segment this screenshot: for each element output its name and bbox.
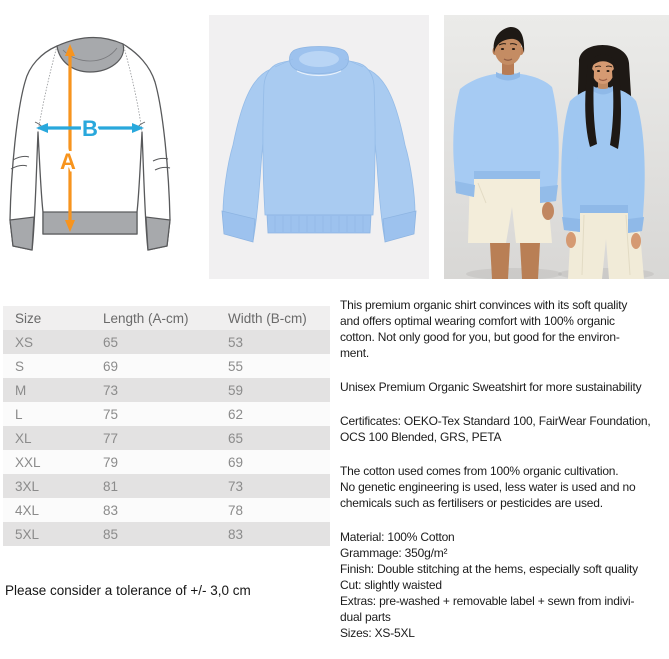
body xyxy=(263,59,375,215)
table-row xyxy=(3,426,330,450)
models-image xyxy=(444,15,669,279)
length-cell: 83 xyxy=(103,502,119,518)
size-cell: 4XL xyxy=(15,502,40,518)
table-row xyxy=(3,474,330,498)
length-cell: 79 xyxy=(103,454,119,470)
width-cell: 69 xyxy=(228,454,244,470)
table-row xyxy=(3,402,330,426)
size-cell: M xyxy=(15,382,27,398)
description-paragraph xyxy=(340,413,669,445)
size-cell: L xyxy=(15,406,23,422)
width-cell: 83 xyxy=(228,526,244,542)
collar-opening xyxy=(299,51,339,67)
width-cell: 62 xyxy=(228,406,244,422)
flatlay-sweatshirt-image xyxy=(209,15,429,279)
product-photo-models xyxy=(444,15,669,279)
size-cell: 5XL xyxy=(15,526,40,542)
width-cell: 53 xyxy=(228,334,244,350)
description-text xyxy=(340,297,669,659)
description-line: This premium organic shirt convinces with its soft quality xyxy=(340,298,628,312)
length-cell: 75 xyxy=(103,406,119,422)
width-cell: 65 xyxy=(228,430,244,446)
width-cell: 55 xyxy=(228,358,244,374)
sweatshirt-line-drawing xyxy=(5,20,200,265)
description-line: ment. xyxy=(340,346,370,360)
description-line: Extras: pre-washed + removable label + sewn from indivi- xyxy=(340,594,635,608)
table-row xyxy=(3,498,330,522)
length-cell: 65 xyxy=(103,334,119,350)
label-a: A xyxy=(60,149,76,174)
width-cell: 73 xyxy=(228,478,244,494)
tolerance-note: Please consider a tolerance of +/- 3,0 cm xyxy=(5,583,251,598)
description-paragraph xyxy=(340,297,669,361)
header-length: Length (A-cm) xyxy=(103,310,189,326)
description-paragraph xyxy=(340,529,669,641)
description-line: dual parts xyxy=(340,610,391,624)
description-line: The cotton used comes from 100% organic cultivation. xyxy=(340,464,619,478)
table-row xyxy=(3,354,330,378)
description-line: No genetic engineering is used, less water is used and no xyxy=(340,480,636,494)
description-line: cotton. Not only good for you, but good for the environ- xyxy=(340,330,620,344)
left-cuff xyxy=(10,217,34,250)
measurement-diagram xyxy=(5,20,200,265)
description-line: Unisex Premium Organic Sweatshirt for more sustainability xyxy=(340,380,642,394)
description-line: Grammage: 350g/m² xyxy=(340,546,448,560)
length-cell: 73 xyxy=(103,382,119,398)
description-paragraph xyxy=(340,379,669,395)
description-line: chemicals such as fertilisers or pesticides are used. xyxy=(340,496,603,510)
description-line: and offers optimal wearing comfort with 100% organic xyxy=(340,314,615,328)
width-cell: 59 xyxy=(228,382,244,398)
table-row xyxy=(3,378,330,402)
description-line: Cut: slightly waisted xyxy=(340,578,442,592)
size-table xyxy=(3,306,330,546)
hem-band xyxy=(267,215,371,233)
size-cell: XL xyxy=(15,430,32,446)
description-line: Sizes: XS-5XL xyxy=(340,626,415,640)
width-cell: 78 xyxy=(228,502,244,518)
size-cell: XS xyxy=(15,334,34,350)
right-cuff xyxy=(146,217,170,250)
hem-band xyxy=(43,212,137,234)
product-photo-flatlay xyxy=(209,15,429,279)
table-row xyxy=(3,450,330,474)
length-cell: 85 xyxy=(103,526,119,542)
description-line: OCS 100 Blended, GRS, PETA xyxy=(340,430,502,444)
header-size: Size xyxy=(15,310,42,326)
description-line: Certificates: OEKO-Tex Standard 100, FairWear Foundation, xyxy=(340,414,651,428)
table-row xyxy=(3,522,330,546)
size-cell: XXL xyxy=(15,454,41,470)
length-cell: 81 xyxy=(103,478,119,494)
table-row xyxy=(3,330,330,354)
description-line: Finish: Double stitching at the hems, especially soft quality xyxy=(340,562,638,576)
length-cell: 77 xyxy=(103,430,119,446)
length-cell: 69 xyxy=(103,358,119,374)
description-paragraph xyxy=(340,463,669,511)
description-line: Material: 100% Cotton xyxy=(340,530,455,544)
size-table-header xyxy=(3,306,330,330)
size-cell: S xyxy=(15,358,25,374)
size-cell: 3XL xyxy=(15,478,40,494)
size-table-rows xyxy=(3,330,330,546)
header-width: Width (B-cm) xyxy=(228,310,307,326)
label-b: B xyxy=(82,116,98,141)
